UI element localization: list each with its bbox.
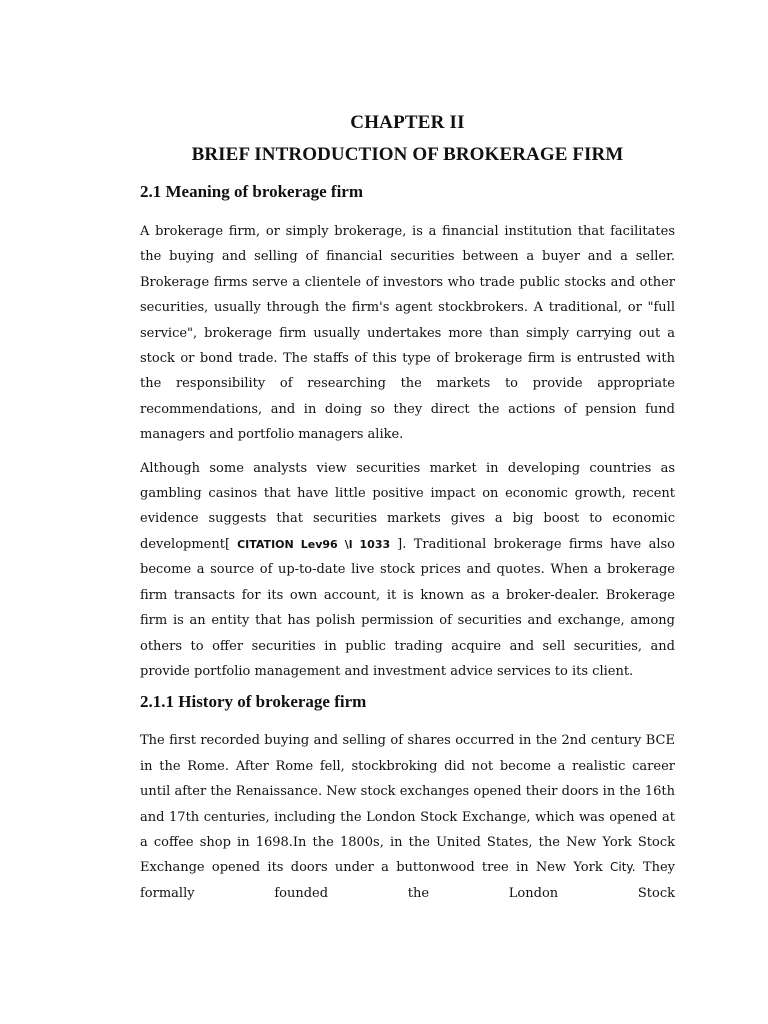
paragraph-text-after-citation: ]. Traditional brokerage firms have also become a source of up-to-date live stock prices and quotes. When a brokerage firm transacts for its own account, it is known as a broker-dealer. Brokerage firm is an entity that has polish permission of securities and exchange, among others to offer securities in public trading acquire and sell securities, and provide portfolio management and investment advice services to its client. xyxy=(140,536,675,679)
chapter-subtitle: BRIEF INTRODUCTION OF BROKERAGE FIRM xyxy=(191,144,624,165)
paragraph-history xyxy=(140,728,675,906)
chapter-title: CHAPTER II xyxy=(350,112,465,133)
paragraph-text-before-city: The first recorded buying and selling of shares occurred in the 2nd century BCE in the Rome. After Rome fell, stockbroking did not become a realistic career until after the Renaissance. New stock exchanges opened their doors in the 16th and 17th centuries, including the London Stock Exchange, which was opened at a coffee shop in 1698.In the 1800s, in the United States, the New York Stock Exchange opened its doors under a buttonwood tree in New York xyxy=(140,733,675,876)
page-content xyxy=(140,110,675,906)
paragraph-text-before-citation: Although some analysts view securities market in developing countries as gambling casinos that have little positive impact on economic growth, recent evidence suggests that securities markets gives a big boost to economic development[ xyxy=(140,460,675,552)
section-heading-meaning: 2.1 Meaning of brokerage firm xyxy=(140,182,364,201)
paragraph-brokerage-definition: A brokerage firm, or simply brokerage, is a financial institution that facilitates the buying and selling of financial securities between a buyer and a seller. Brokerage firms serve a clientele of investors who trade public stocks and other securities, usually through the firm's agent stockbrokers. A traditional, or "full service", brokerage firm usually undertakes more than simply carrying out a stock or bond trade. The staffs of this type of brokerage firm is entrusted with the responsibility of researching the markets to provide appropriate recommendations, and in doing so they direct the actions of pension fund managers and portfolio managers alike. xyxy=(140,224,675,443)
section-heading-history: 2.1.1 History of brokerage firm xyxy=(140,692,367,712)
paragraph-securities-market xyxy=(140,456,675,685)
city-word: City. xyxy=(610,860,636,875)
citation-field: CITATION Lev96 \l 1033 xyxy=(230,537,398,551)
paragraph-text-after-city: They formally founded the London Stock xyxy=(140,860,675,901)
